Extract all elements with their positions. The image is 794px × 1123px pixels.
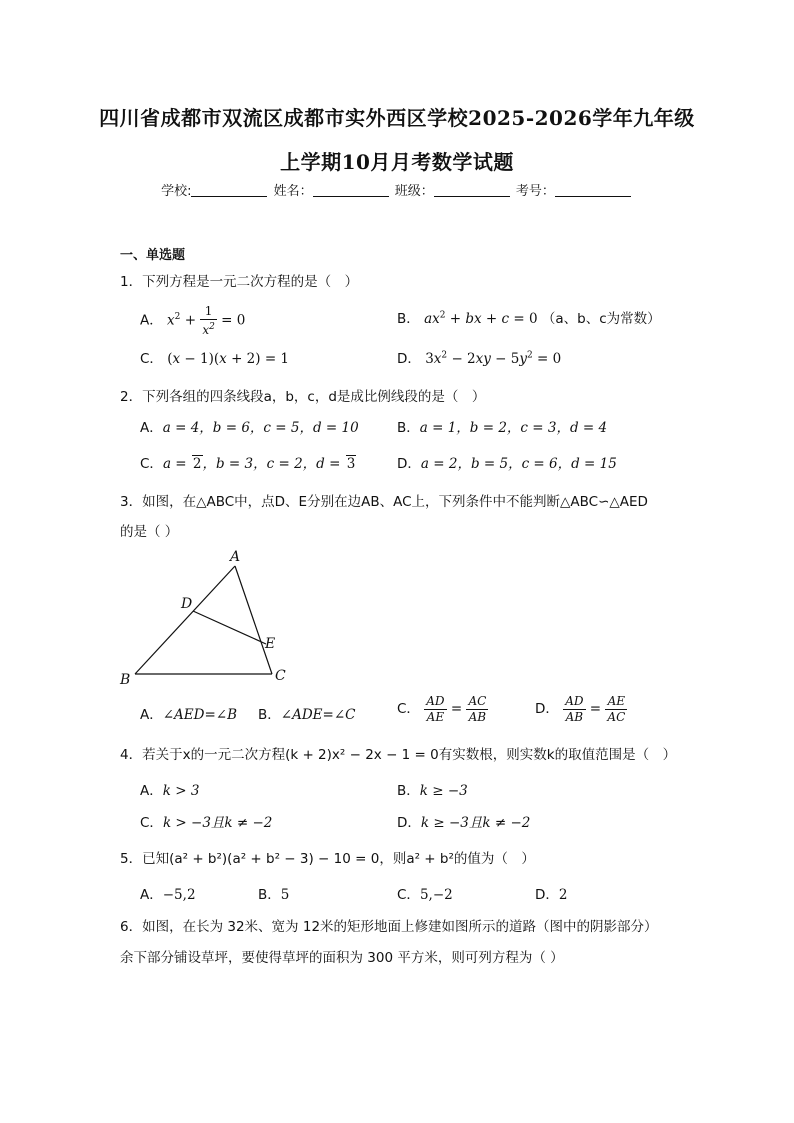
q1-option-c: C． (x − 1)(x + 2) = 1 — [140, 351, 290, 367]
name-label: 姓名： — [273, 184, 313, 199]
vertex-label-e: E — [265, 636, 276, 652]
question-6-stem-line1: 6．如图，在长为 32米、宽为 12米的矩形地面上修建如图所示的道路（图中的阴影部分） — [120, 919, 658, 935]
segment-de — [193, 611, 266, 644]
q3-option-c: C． $\frac{AD}{AE}$ = $\frac{AC}{AB}$ — [397, 694, 487, 724]
q3-option-d: D． $\frac{AD}{AB}$ = $\frac{AE}{AC}$ — [535, 694, 626, 724]
school-blank — [191, 183, 267, 197]
q5-option-d: D．2 — [535, 887, 568, 903]
q4-option-a: A．k > 3 — [140, 783, 200, 799]
question-5-stem: 5．已知(a² + b²)(a² + b² − 3) − 10 = 0，则a² + b²的值为（ ） — [120, 851, 535, 867]
school-label: 学校: — [161, 184, 192, 199]
q1-option-b-note: （a、b、c为常数） — [541, 311, 661, 327]
exam-number-blank — [555, 183, 631, 197]
name-blank — [313, 183, 389, 197]
q2-option-a: A．a = 4，b = 6，c = 5，d = 10 — [140, 420, 359, 436]
question-3-stem-line1: 3．如图，在△ABC中，点D、E分别在边AB、AC上，下列条件中不能判断△ABC∽△AED — [120, 494, 648, 510]
q1-option-a: A． $x^2$ + $\frac{1}{x^2}$ = 0 — [140, 304, 246, 337]
q1-option-d: D． $3x^2 - 2xy - 5y^2 = 0$ — [397, 350, 562, 367]
side-ab — [135, 566, 235, 674]
q5-option-c: C．5,−2 — [397, 887, 453, 903]
q2-option-b: B．a = 1，b = 2，c = 3，d = 4 — [397, 420, 608, 436]
question-3-stem-line2: 的是（ ） — [120, 524, 179, 540]
q2-option-d: D．a = 2，b = 5，c = 6，d = 15 — [397, 456, 617, 472]
q3-option-b: B．∠ADE=∠C — [258, 707, 356, 723]
q1-option-b: B． $ax^2$ + bx + c = 0 （a、b、c为常数） — [397, 310, 661, 327]
question-2-stem: 2．下列各组的四条线段a，b，c，d是成比例线段的是（ ） — [120, 389, 486, 405]
q5-option-a: A．−5,2 — [140, 887, 196, 903]
q4-option-d: D．k ≥ −3且k ≠ −2 — [397, 815, 531, 831]
q3-option-a: A．∠AED=∠B — [140, 707, 238, 723]
q5-option-b: B．5 — [258, 887, 290, 903]
question-6-stem-line2: 余下部分铺设草坪，要使得草坪的面积为 300 平方米，则可列方程为（ ） — [120, 950, 564, 966]
vertex-label-c: C — [275, 668, 286, 684]
class-label: 班级： — [394, 184, 434, 199]
q2-option-c: C．a = 2，b = 3，c = 2，d = 3 — [140, 456, 356, 472]
side-ac — [235, 566, 272, 674]
triangle-figure — [110, 545, 300, 690]
exam-number-label: 考号： — [515, 184, 555, 199]
section-heading: 一、单选题 — [120, 248, 186, 263]
vertex-label-b: B — [120, 672, 131, 688]
vertex-label-d: D — [181, 596, 193, 612]
vertex-label-a: A — [230, 549, 241, 565]
class-blank — [434, 183, 510, 197]
q4-option-c: C．k > −3且k ≠ −2 — [140, 815, 273, 831]
question-1-stem: 1．下列方程是一元二次方程的是（ ） — [120, 274, 359, 290]
page-title: 四川省成都市双流区成都市实外西区学校2025-2026学年九年级上学期10月月考数学试题 — [99, 106, 695, 174]
question-4-stem: 4．若关于x的一元二次方程(k + 2)x² − 2x − 1 = 0有实数根，则实数k的取值范围是（ ） — [120, 747, 677, 763]
student-info-line — [0, 180, 794, 199]
q4-option-b: B．k ≥ −3 — [397, 783, 468, 799]
